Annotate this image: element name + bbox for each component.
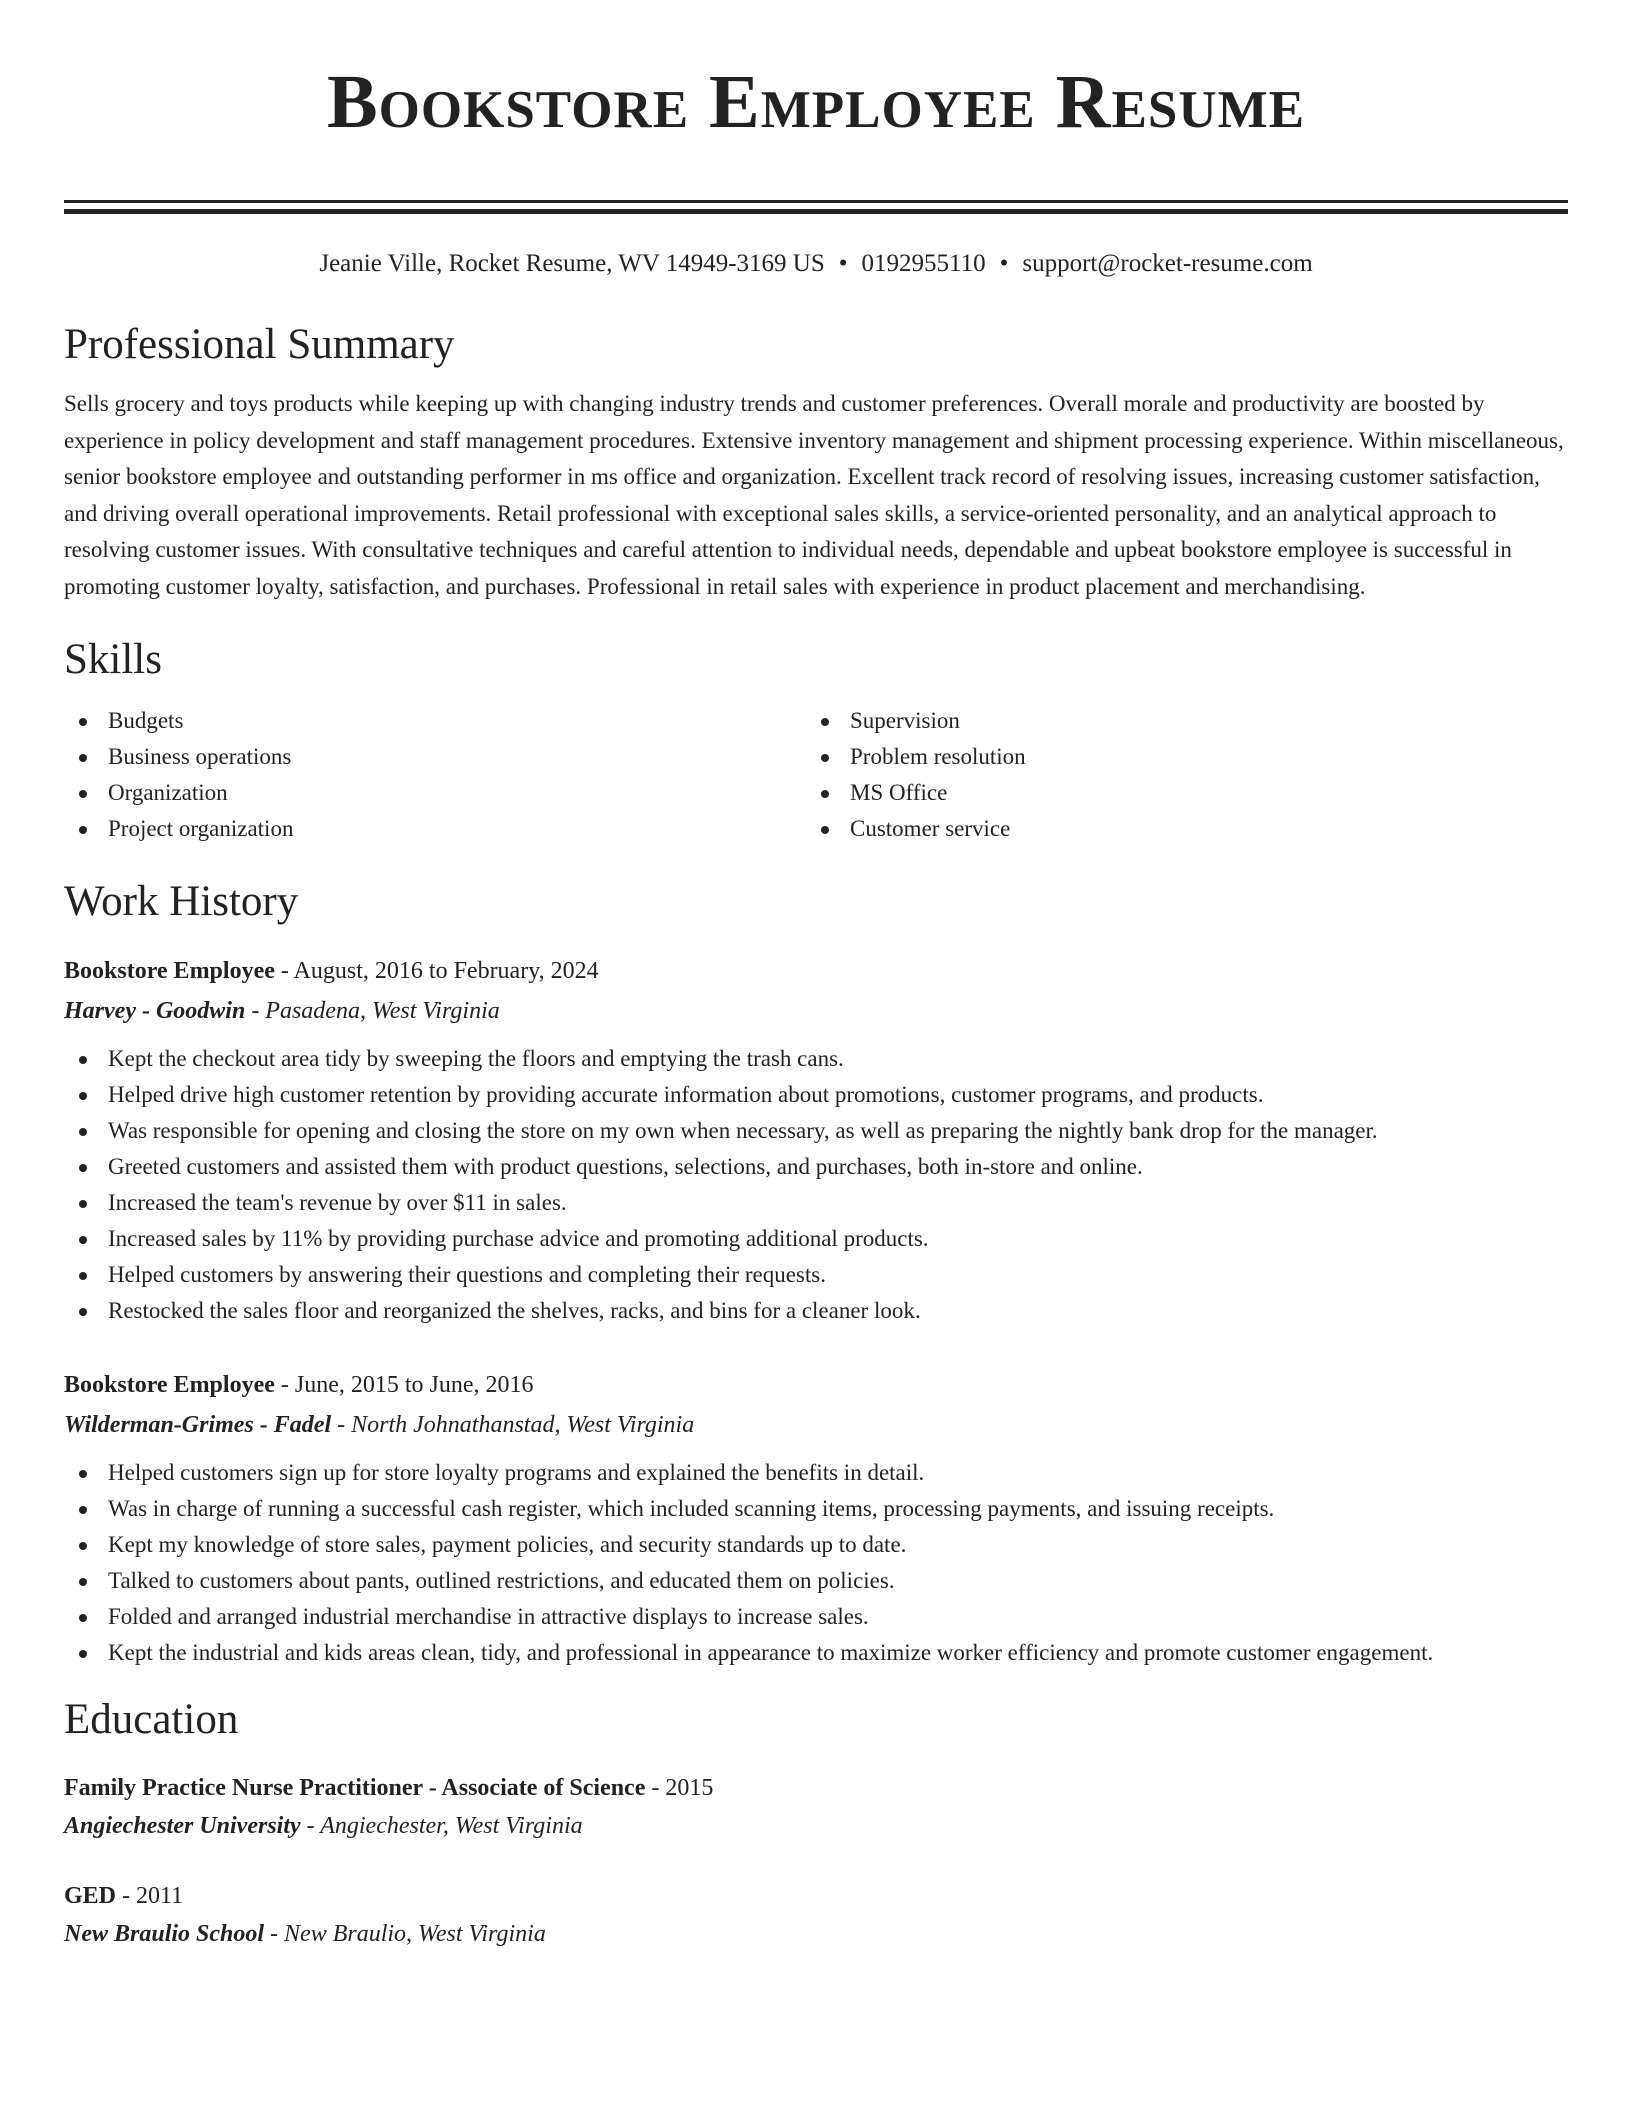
skill-item: Project organization xyxy=(64,811,806,847)
skills-column-left xyxy=(64,703,806,847)
education-degree-line xyxy=(64,1877,1568,1915)
job-location: - North Johnathanstad, West Virginia xyxy=(331,1412,695,1438)
duty-item: Increased sales by 11% by providing purchase advice and promoting additional products. xyxy=(64,1221,1568,1257)
skill-item: Business operations xyxy=(64,739,806,775)
job-dates: - August, 2016 to February, 2024 xyxy=(274,958,599,984)
skill-item: Customer service xyxy=(806,811,1548,847)
education-entry xyxy=(64,1769,1568,1845)
job-entry xyxy=(64,951,1568,1329)
duty-item: Was in charge of running a successful cash register, which included scanning items, processing payments, and issuing receipts. xyxy=(64,1491,1568,1527)
contact-email: support@rocket-resume.com xyxy=(1022,250,1313,277)
skill-item: Budgets xyxy=(64,703,806,739)
education-school-line xyxy=(64,1915,1568,1953)
contact-address: Jeanie Ville, Rocket Resume, WV 14949-3169 US xyxy=(319,250,825,277)
job-company-line xyxy=(64,1405,1568,1445)
duty-item: Greeted customers and assisted them with product questions, selections, and purchases, both in-store and online. xyxy=(64,1149,1568,1185)
title-divider-thin xyxy=(64,200,1568,203)
skills-column-right xyxy=(806,703,1548,847)
duty-item: Helped customers by answering their questions and completing their requests. xyxy=(64,1257,1568,1293)
education-entry xyxy=(64,1877,1568,1953)
skills-heading: Skills xyxy=(64,636,162,683)
education-school: New Braulio School xyxy=(64,1921,265,1947)
education-heading: Education xyxy=(64,1696,239,1743)
education-school: Angiechester University xyxy=(64,1813,301,1839)
work-history-heading: Work History xyxy=(64,878,299,925)
duty-item: Was responsible for opening and closing the store on my own when necessary, as well as preparing the nightly bank drop for the manager. xyxy=(64,1113,1568,1149)
job-duties xyxy=(64,1455,1568,1671)
resume-title: Bookstore Employee Resume xyxy=(326,60,1306,144)
duty-item: Helped customers sign up for store loyalty programs and explained the benefits in detail. xyxy=(64,1455,1568,1491)
duty-item: Helped drive high customer retention by providing accurate information about promotions, customer programs, and products. xyxy=(64,1077,1568,1113)
education-degree: Family Practice Nurse Practitioner - Associate of Science xyxy=(64,1775,646,1801)
job-role: Bookstore Employee xyxy=(64,1372,275,1398)
skill-item: Problem resolution xyxy=(806,739,1548,775)
duty-item: Kept the industrial and kids areas clean, tidy, and professional in appearance to maximize worker efficiency and promote customer engagement. xyxy=(64,1635,1568,1671)
education-year: - 2011 xyxy=(116,1883,184,1909)
job-entry xyxy=(64,1365,1568,1671)
education-location: - New Braulio, West Virginia xyxy=(264,1921,546,1947)
job-duties xyxy=(64,1041,1568,1329)
summary-text: Sells grocery and toys products while keeping up with changing industry trends and customer preferences. Overall morale and productivity are boosted by experience in policy development and staff management procedures. Extensive inventory management and shipment processing experience. Within miscellaneous, senior bookstore employee and outstanding performer in ms office and organization. Excellent track record of resolving issues, increasing customer satisfaction, and driving overall operational improvements. Retail professional with exceptional sales skills, a service-oriented personality, and an analytical approach to resolving customer issues. With consultative techniques and careful attention to individual needs, dependable and upbeat bookstore employee is successful in promoting customer loyalty, satisfaction, and purchases. Professional in retail sales with experience in product placement and merchandising. xyxy=(64,391,1564,599)
job-company: Wilderman-Grimes - Fadel xyxy=(64,1412,332,1438)
duty-item: Kept the checkout area tidy by sweeping the floors and emptying the trash cans. xyxy=(64,1041,1568,1077)
contact-line xyxy=(64,248,1568,280)
education-degree: GED xyxy=(64,1883,117,1909)
skills-list xyxy=(64,703,1568,847)
education-year: - 2015 xyxy=(645,1775,714,1801)
contact-separator: • xyxy=(838,250,848,277)
skill-item: Supervision xyxy=(806,703,1548,739)
duty-item: Increased the team's revenue by over $11 in sales. xyxy=(64,1185,1568,1221)
job-title-line xyxy=(64,951,1568,991)
skill-item: MS Office xyxy=(806,775,1548,811)
contact-separator: • xyxy=(999,250,1009,277)
duty-item: Talked to customers about pants, outlined restrictions, and educated them on policies. xyxy=(64,1563,1568,1599)
job-role: Bookstore Employee xyxy=(64,958,275,984)
contact-phone: 0192955110 xyxy=(861,250,986,277)
duty-item: Kept my knowledge of store sales, payment policies, and security standards up to date. xyxy=(64,1527,1568,1563)
skill-item: Organization xyxy=(64,775,806,811)
job-dates: - June, 2015 to June, 2016 xyxy=(274,1372,534,1398)
job-company-line xyxy=(64,991,1568,1031)
summary-heading: Professional Summary xyxy=(64,321,455,368)
job-title-line xyxy=(64,1365,1568,1405)
title-divider-thick xyxy=(64,209,1568,214)
education-degree-line xyxy=(64,1769,1568,1807)
job-location: - Pasadena, West Virginia xyxy=(245,998,500,1024)
duty-item: Restocked the sales floor and reorganized the shelves, racks, and bins for a cleaner look. xyxy=(64,1293,1568,1329)
education-school-line xyxy=(64,1807,1568,1845)
education-location: - Angiechester, West Virginia xyxy=(300,1813,583,1839)
duty-item: Folded and arranged industrial merchandise in attractive displays to increase sales. xyxy=(64,1599,1568,1635)
job-company: Harvey - Goodwin xyxy=(64,998,246,1024)
